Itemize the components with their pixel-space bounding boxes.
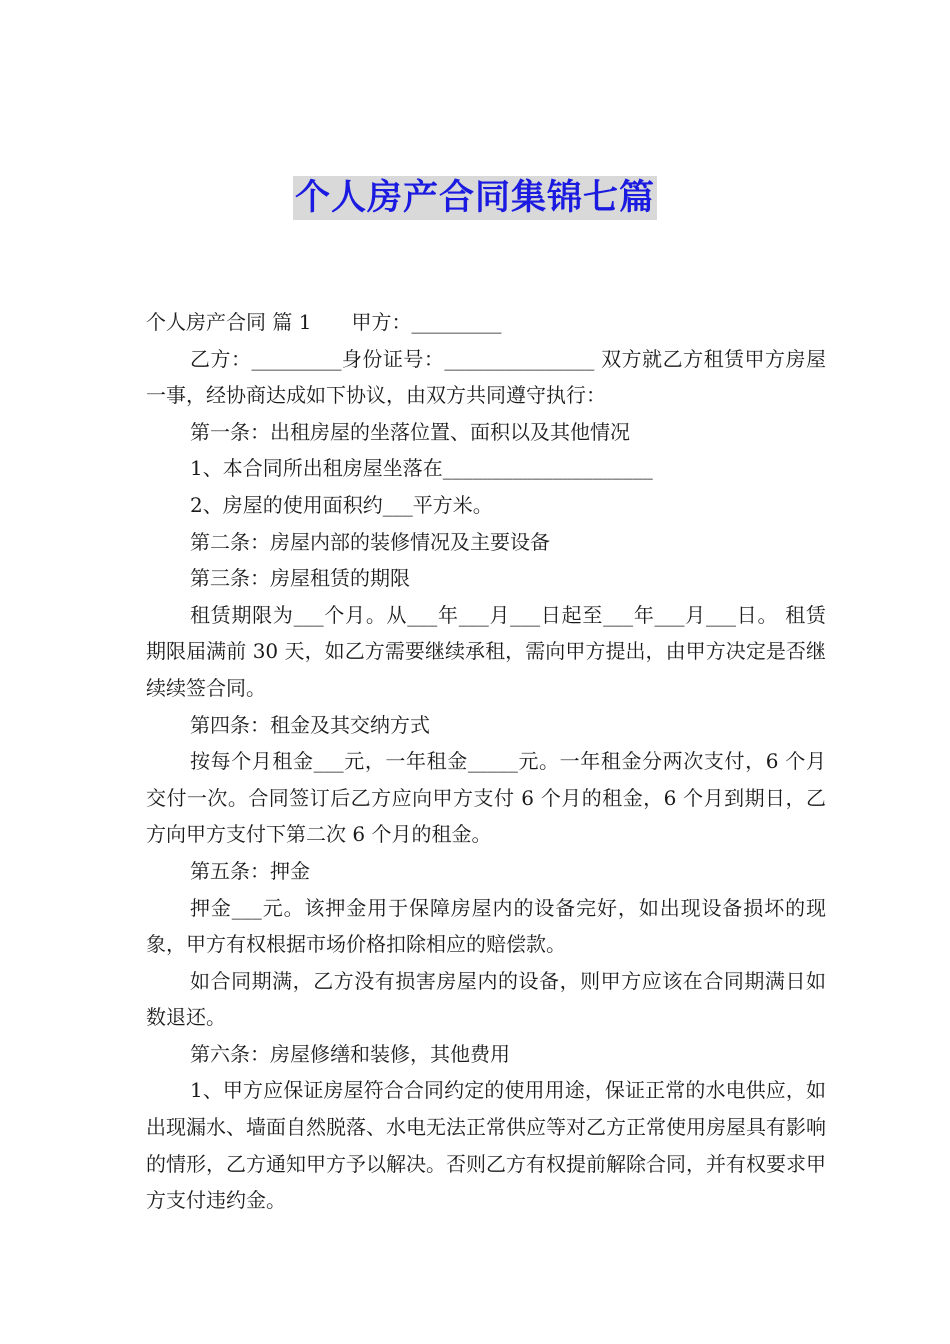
title-container xyxy=(0,176,950,220)
paragraph-repairs: 1、甲方应保证房屋符合合同约定的使用用途，保证正常的水电供应，如出现漏水、墙面自然脱落、水电无法正常供应等对乙方正常使用房屋具有影响的情形，乙方通知甲方予以解决。否则乙方有权提前解除合同，并有权要求甲方支付违约金。 xyxy=(146,1078,826,1213)
paragraph-header-party-a: 个人房产合同 篇 1 甲方：_________ xyxy=(146,310,502,334)
paragraph-article-6: 第六条：房屋修缮和装修，其他费用 xyxy=(190,1041,510,1066)
paragraph-article-1: 第一条：出租房屋的坐落位置、面积以及其他情况 xyxy=(190,419,630,444)
paragraph-rent: 按每个月租金___元，一年租金_____元。一年租金分两次支付，6 个月交付一次。合同签订后乙方应向甲方支付 6 个月的租金，6 个月到期日，乙方向甲方支付下第二次 6 个月的租金。 xyxy=(146,749,826,847)
paragraph-article-2: 第二条：房屋内部的装修情况及主要设备 xyxy=(190,529,550,554)
paragraph-location: 1、本合同所出租房屋坐落在_____________________ xyxy=(190,456,653,481)
paragraph-article-4: 第四条：租金及其交纳方式 xyxy=(190,712,430,737)
paragraph-deposit-return: 如合同期满，乙方没有损害房屋内的设备，则甲方应该在合同期满日如数退还。 xyxy=(146,968,826,1030)
paragraph-party-b: 乙方：_________身份证号：_______________ 双方就乙方租赁甲方房屋一事，经协商达成如下协议，由双方共同遵守执行： xyxy=(146,346,826,408)
document-title: 个人房产合同集锦七篇 xyxy=(294,178,655,218)
paragraph-lease-term: 租赁期限为___个月。从___年___月___日起至___年___月___日。 租赁期限届满前 30 天，如乙方需要继续承租，需向甲方提出，由甲方决定是否继续续签合同。 xyxy=(146,602,826,700)
paragraph-article-3: 第三条：房屋租赁的期限 xyxy=(190,566,410,591)
paragraph-article-5: 第五条：押金 xyxy=(190,858,310,883)
paragraph-area: 2、房屋的使用面积约___平方米。 xyxy=(190,492,493,517)
paragraph-deposit: 押金___元。该押金用于保障房屋内的设备完好，如出现设备损坏的现象，甲方有权根据市场价格扣除相应的赔偿款。 xyxy=(146,895,826,957)
document-body xyxy=(146,304,826,1219)
